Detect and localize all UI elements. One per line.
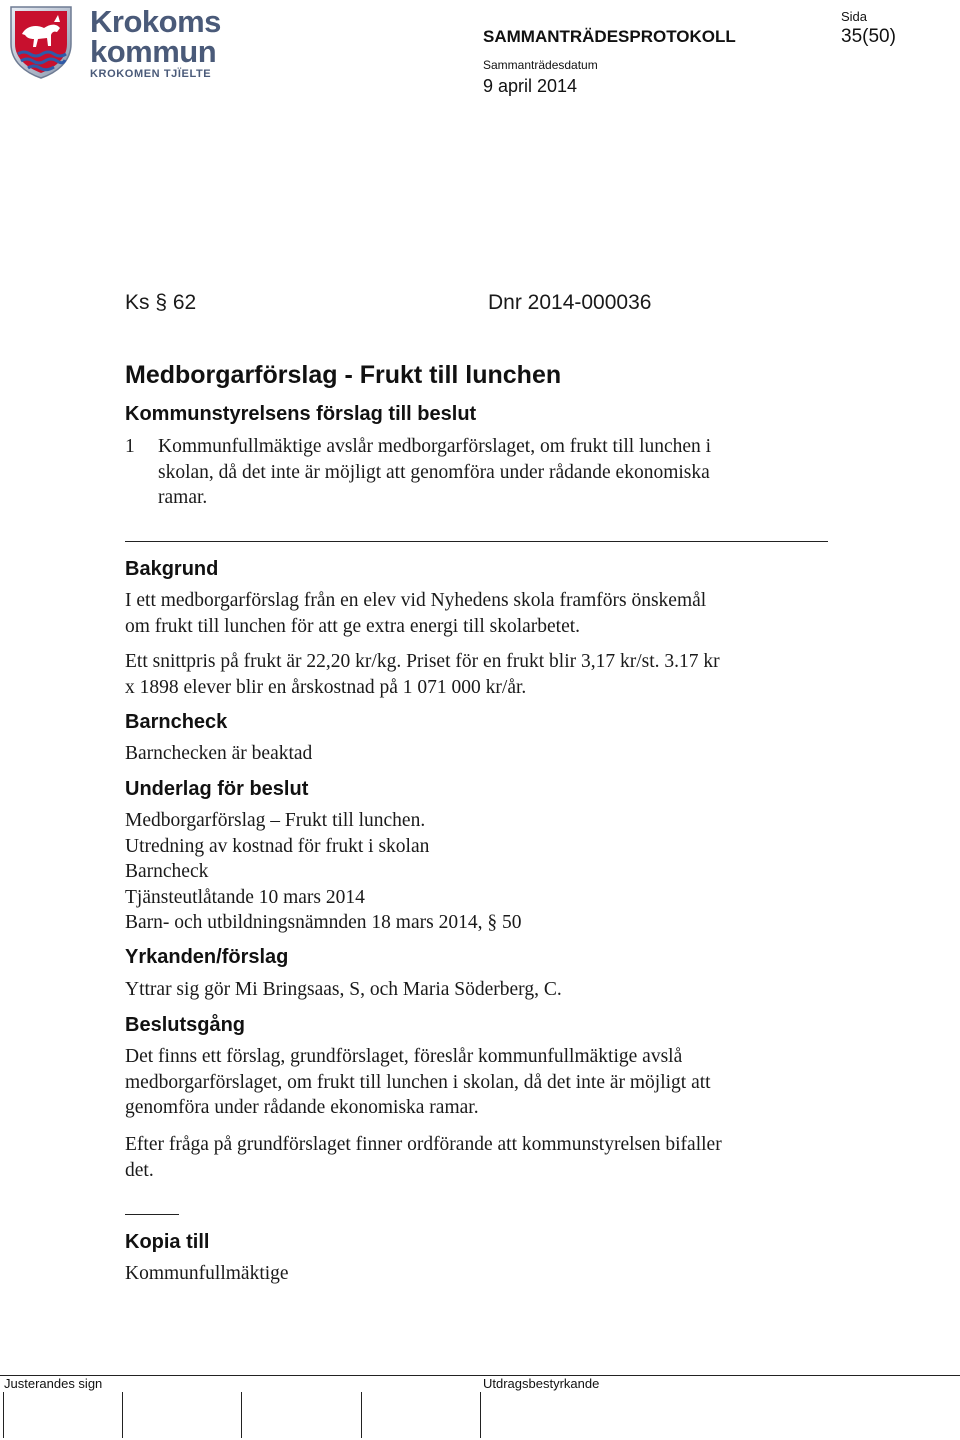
logo-name-line1: Krokoms [90,4,221,39]
section-number: Ks § 62 [125,291,197,314]
beslutsgang-paragraph-1 [125,1044,711,1121]
coat-of-arms-icon [8,4,74,80]
meeting-date-label: Sammanträdesdatum [483,58,598,72]
text-line: ramar. [158,487,208,508]
list-item: Barn- och utbildningsnämnden 18 mars 2014, § 50 [125,912,522,933]
text-line: det. [125,1159,154,1181]
case-number: Dnr 2014-000036 [488,291,652,314]
underlag-heading: Underlag för beslut [125,778,309,800]
logo-subtitle: KROKOMEN TJÏELTE [90,68,212,80]
signature-box-divider [480,1392,481,1438]
text-line: x 1898 elever blir en årskostnad på 1 071 000 kr/år. [125,676,527,698]
footer-rule [0,1375,960,1376]
proposal-item [158,434,711,511]
logo-name-line2: kommun [90,34,217,69]
barncheck-heading: Barncheck [125,711,228,733]
text-line: om frukt till lunchen för att ge extra energi till skolarbetet. [125,615,581,637]
document-type-title: SAMMANTRÄDESPROTOKOLL [483,27,736,46]
proposal-heading: Kommunstyrelsens förslag till beslut [125,403,477,425]
bakgrund-paragraph-1 [125,588,706,639]
text-line: skolan, då det inte är möjligt att genomföra under rådande ekonomiska [158,461,710,483]
kopia-heading: Kopia till [125,1231,210,1253]
yrkanden-heading: Yrkanden/förslag [125,946,289,968]
bakgrund-heading: Bakgrund [125,558,219,580]
signature-box-divider [122,1392,123,1438]
section-divider [125,541,828,542]
yrkanden-text: Yttrar sig gör Mi Bringsaas, S, och Maria Söderberg, C. [125,979,562,1000]
kopia-text: Kommunfullmäktige [125,1263,289,1284]
justerandes-sign-label: Justerandes sign [4,1376,103,1391]
proposal-item-number: 1 [125,436,135,457]
meeting-date: 9 april 2014 [483,76,578,96]
signature-box-divider [241,1392,242,1438]
text-line: Kommunfullmäktige avslår medborgarförslaget, om frukt till lunchen i [158,436,712,457]
barncheck-text: Barnchecken är beaktad [125,743,313,764]
beslutsgang-paragraph-2 [125,1132,722,1183]
utdragsbestyrkande-label: Utdragsbestyrkande [483,1376,600,1391]
copy-divider [125,1214,179,1215]
underlag-list [125,808,521,936]
text-line: Efter fråga på grundförslaget finner ordförande att kommunstyrelsen bifaller [125,1134,722,1155]
municipality-logo [8,4,228,82]
list-item: Utredning av kostnad för frukt i skolan [125,835,430,857]
list-item: Tjänsteutlåtande 10 mars 2014 [125,886,365,908]
list-item: Barncheck [125,861,209,882]
text-line: genomföra under rådande ekonomiska ramar. [125,1097,479,1118]
text-line: medborgarförslaget, om frukt till lunchen i skolan, då det inte är möjligt att [125,1071,711,1093]
beslutsgang-heading: Beslutsgång [125,1014,246,1036]
signature-box-divider [361,1392,362,1438]
signature-box-divider [3,1392,4,1438]
text-line: I ett medborgarförslag från en elev vid Nyhedens skola framförs önskemål [125,590,707,611]
bakgrund-paragraph-2 [125,649,720,700]
page-title: Medborgarförslag - Frukt till lunchen [125,361,562,389]
text-line: Det finns ett förslag, grundförslaget, föreslår kommunfullmäktige avslå [125,1046,683,1067]
list-item: Medborgarförslag – Frukt till lunchen. [125,810,426,831]
page-label: Sida [841,9,868,24]
page-number: 35(50) [841,26,896,47]
text-line: Ett snittpris på frukt är 22,20 kr/kg. Priset för en frukt blir 3,17 kr/st. 3.17 kr [125,651,720,672]
